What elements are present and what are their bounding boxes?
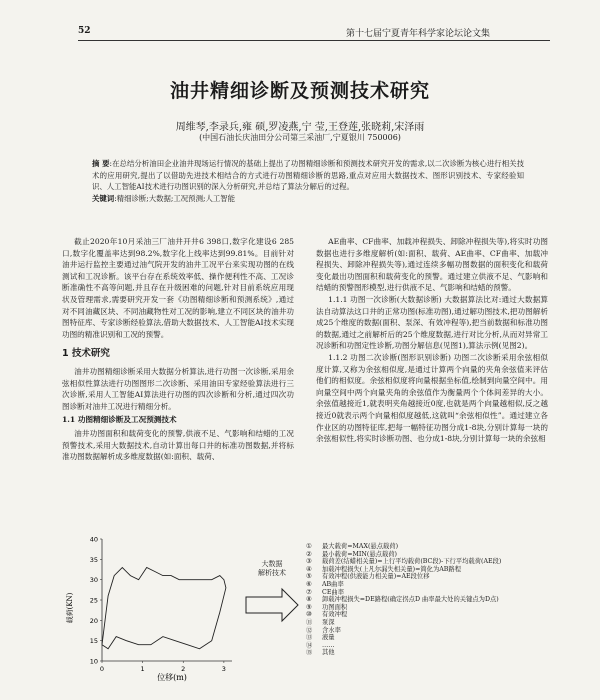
feature-list-item xyxy=(306,573,566,581)
running-header: 第十七届宁夏青年科学家论坛论文集 xyxy=(345,29,490,39)
feature-list-number: ⑩ xyxy=(306,611,312,619)
feature-list-number: ⑦ xyxy=(306,588,312,596)
chart-ticks xyxy=(90,536,226,674)
subsection-heading: 1.1 功图精细诊断及工况预测技术 xyxy=(62,415,177,425)
feature-list-item xyxy=(306,543,566,551)
feature-list-text: 载荷差(结蜡相关量)=上行平均载荷(BC段)-下行平均载荷(AE段) xyxy=(322,558,502,566)
left-column xyxy=(62,236,294,463)
feature-list-number: ⑨ xyxy=(306,603,312,611)
series-line xyxy=(102,568,226,649)
feature-list-number: ⑥ xyxy=(306,580,312,588)
subsubsection-1-1-2: 1.1.2 功图二次诊断(图形识别诊断) 功图二次诊断采用余弦相似度计算,又称为余弦相似度,是通过计算两个向量的夹角余弦值来评估他们的相似度。余弦相似度将向量根据坐标值,绘制到向量空间中。用向量空间中两个向量夹角的余弦值作为衡量两个个体间差异的大小。余弦值越接近1,就表明夹角越接近0度,也就是两个向量越相似,反之越接近0就表示两个向量相似度越低,这就叫“余弦相似性”。通过建立各作业区的功图特征库,把每一幅特征功图分成1-8块,分别计算每一块的余弦相似性,将实时诊断功图、也分成1-8块,分别计算每一块的余弦相 xyxy=(316,352,548,444)
body-paragraph: 油井功图面积和载荷变化的预警,供液不足、气影响和结蜡的工况预警技术,采用大数据技术,自动计算出每口井的标准功图数据,并将标准功图数据解析成多维度数据(如:面积、载荷、 xyxy=(62,428,294,462)
feature-list-text: 加载冲程损失(上凡尔漏失相关量)=简化为AB路程 xyxy=(322,565,462,573)
feature-list-number: ② xyxy=(306,550,312,558)
feature-list-text: 卸载冲程损失=DE路程(确定拐点D 曲率最大处的关键点为D点) xyxy=(322,596,499,604)
page-header xyxy=(78,26,550,40)
feature-list-number: ⑬ xyxy=(306,634,313,642)
feature-list-text: 最小载荷=MIN(悬点载荷) xyxy=(322,550,398,558)
y-tick-label: 30 xyxy=(89,576,98,585)
header-rule xyxy=(78,40,550,41)
chart-axes xyxy=(102,539,232,661)
x-tick-label: 2 xyxy=(181,665,186,673)
feature-list-number: ⑤ xyxy=(306,573,312,581)
keywords-label: 关键词 xyxy=(92,193,115,203)
arrow-label: 大数据 解析技术 xyxy=(258,560,286,577)
feature-list-number: ⑫ xyxy=(306,626,313,634)
section-heading: 1 技术研究 xyxy=(62,348,110,360)
abstract-text: :在总结分析油田企业油井现场运行情况的基础上提出了功图精细诊断和预测技术研究开发的需求,以二次诊断为核心进行相关技术的应用研究,提出了以借助先进技术相结合的方式进行功图精细诊断的思路,重点对应用大数据技术、图形识别技术、专家经验知识、人工智能AI技术进行功图识别的深入分析研究,并总结了算法分解后的过程。 xyxy=(92,159,524,191)
feature-list-text: 功图面积 xyxy=(322,603,348,611)
chart-series xyxy=(102,568,226,649)
feature-list-item xyxy=(306,596,566,604)
feature-list-text: AB曲率 xyxy=(322,580,344,588)
feature-list-text: 含水率 xyxy=(322,626,341,634)
feature-list-number: ① xyxy=(306,543,312,550)
feature-list-text: …… xyxy=(322,641,335,649)
x-tick-label: 3 xyxy=(221,665,226,673)
right-column xyxy=(316,236,548,445)
feature-list-text: 泵深 xyxy=(322,618,335,626)
y-tick-label: 15 xyxy=(89,637,98,646)
affiliation: (中国石油长庆油田分公司第三采油厂,宁夏银川 750006) xyxy=(199,133,401,142)
y-tick-label: 40 xyxy=(89,535,98,544)
y-tick-label: 25 xyxy=(89,596,98,605)
feature-list-number: ③ xyxy=(306,558,312,566)
paper-title: 油井精细诊断及预测技术研究 xyxy=(169,80,430,102)
abstract-block xyxy=(92,158,524,204)
feature-list-item xyxy=(306,649,566,657)
feature-list-item xyxy=(306,611,566,619)
abstract-label: 摘 要 xyxy=(92,159,110,168)
feature-list-text: 有效冲程 xyxy=(322,611,348,619)
feature-list-item xyxy=(306,642,566,650)
feature-list-item xyxy=(306,619,566,627)
feature-list-text: 其他 xyxy=(322,649,335,657)
feature-list-text: CE曲率 xyxy=(322,588,345,596)
y-tick-label: 20 xyxy=(89,616,98,625)
body-paragraph: AE曲率、CF曲率、加载冲程损失、卸除冲程损失等),将实时功图数据也进行多维度解析(如:面积、载荷、AE曲率、CF曲率、加载冲程损失、卸除冲程损失等),通过连续多幅功图数据的面积变化和载荷变化最出功图面积和载荷变化的预警。通过建立供液不足、气影响和结蜡的预警图形模型,进行供液不足、气影响和结蜡的预警。 xyxy=(316,237,548,293)
feature-list xyxy=(306,543,566,657)
x-tick-label: 0 xyxy=(99,665,105,673)
subsubsection-1-1-1: 1.1.1 功图一次诊断(大数据诊断) 大数据算法比对:通过大数据算法自动算法这口井的正常功图(标准功图),通过解功图技术,把功图解析成25个维度的数据(面积、泵深、有效冲程等),把当前数据和标准功图的数据,通过之前解析后的25个维度数据,进行对比分析,从而对异常工况诊断和功图定性诊断,功图分解信息(见图1),算法示例(见图2)。 xyxy=(316,294,548,351)
feature-list-item xyxy=(306,581,566,589)
feature-list-text: 最大载荷=MAX(悬点载荷) xyxy=(322,543,399,550)
intro-paragraph: 截止2020年10月采油三厂油井开井6 398口,数字化建设6 285口,数字化覆盖率达到98.2%,数字化上线率达到99.81%。目前针对油井运行监控主要通过油气院开发的油井工况平台来实现功图的在线测试和工况诊断。该平台存在系统效率低、操作便利性不高、工况诊断准确性不高等问题,并且存在升级困难的问题,针对目前系统应用现状及管理需求,需要研究开发一套《功图精细诊断和预测系统》,通过对不同油藏区块、不同油藏物性对工况的影响,建立不同区块的油井功图特征库、专家诊断经验算法,借助大数据技术、人工智能AI技术实现功图的精准识别和工况的预警。 xyxy=(62,237,294,339)
keywords-text: :精细诊断;大数据;工况预测;人工智能 xyxy=(114,193,236,203)
y-tick-label: 35 xyxy=(89,555,98,564)
body-paragraph: 油井功图精细诊断采用大数据分析算法,进行功图一次诊断,采用余弦相似性算法进行功图图形二次诊断、采用油田专家经验算法进行三次诊断,采用人工智能AI算法进行功图的四次诊断和分析,通过四次功图诊断对油井工况进行精细分析。 xyxy=(62,366,294,411)
feature-list-item xyxy=(306,627,566,635)
feature-list-number: ④ xyxy=(306,565,312,573)
feature-list-number: ⑮ xyxy=(306,649,313,657)
x-axis-label: 位移(m) xyxy=(157,673,187,682)
feature-list-item xyxy=(306,634,566,642)
feature-list-number: ⑪ xyxy=(306,618,313,626)
feature-list-text: 有效冲程(供液能力相关量)=AE段位移 xyxy=(322,573,430,581)
page-number: 52 xyxy=(78,26,91,36)
right-arrow-icon xyxy=(244,585,300,625)
feature-list-item xyxy=(306,558,566,566)
feature-list-text: 液量 xyxy=(322,634,335,642)
y-axis-label: 载荷(KN) xyxy=(66,592,74,624)
x-tick-label: 1 xyxy=(140,665,145,673)
feature-list-number: ⑧ xyxy=(306,596,312,604)
dynamometer-chart xyxy=(62,533,240,683)
y-tick-label: 10 xyxy=(89,657,98,666)
author-list: 周维琴,李录兵,雍 硕,罗凌燕,宁 莹,王登莲,张晓莉,宋泽雨 xyxy=(175,122,425,133)
feature-list-number: ⑭ xyxy=(306,641,313,649)
